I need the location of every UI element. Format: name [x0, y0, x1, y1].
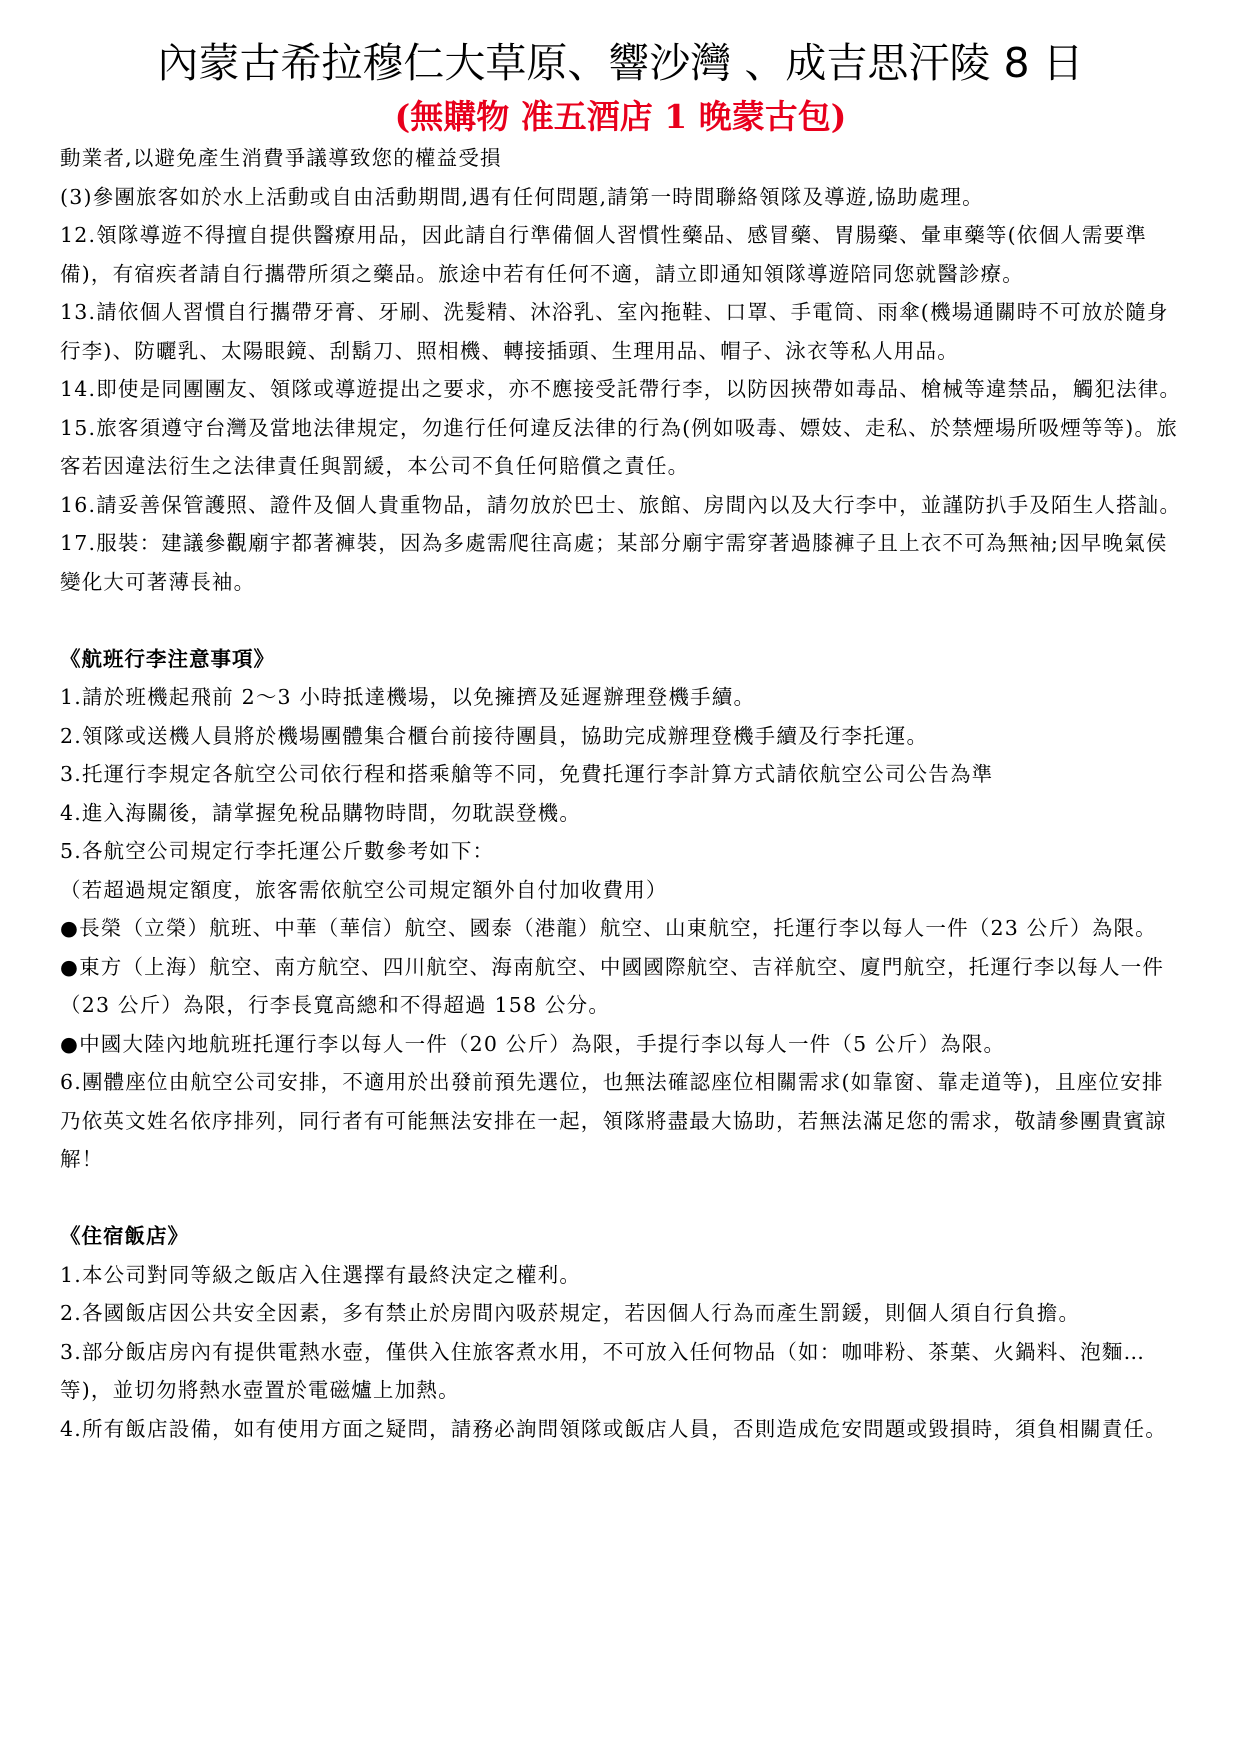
list-item: 1.本公司對同等級之飯店入住選擇有最終決定之權利。 [60, 1262, 582, 1287]
paragraph: 動業者,以避免產生消費爭議導致您的權益受損 [60, 146, 502, 170]
list-item: ●長榮（立榮）航班、中華（華信）航空、國泰（港龍）航空、山東航空，托運行李以每人一件（23 公斤）為限。 [60, 916, 1157, 940]
list-item: ●中國大陸內地航班托運行李以每人一件（20 公斤）為限，手提行李以每人一件（5 公斤）為限。 [60, 1031, 1006, 1056]
section-heading-flight: 《航班行李注意事項》 [60, 646, 275, 671]
paragraph: 17.服裝：建議參觀廟宇都著褲裝，因為多處需爬往高處；某部分廟宇需穿著過膝褲子且上衣不可為無袖;因早晚氣侯變化大可著薄長袖。 [60, 531, 1168, 594]
page-subtitle: (無購物 准五酒店 1 晚蒙古包) [394, 97, 847, 136]
list-item: 4.進入海關後，請掌握免稅品購物時間，勿耽誤登機。 [60, 800, 582, 825]
list-item: 1.請於班機起飛前 2～3 小時抵達機場，以免擁擠及延遲辦理登機手續。 [60, 685, 756, 709]
paragraph: 15.旅客須遵守台灣及當地法律規定，勿進行任何違反法律的行為(例如吸毒、嫖妓、走私、於禁煙場所吸煙等等)。旅客若因違法衍生之法律責任與罰緩，本公司不負任何賠償之責任。 [60, 415, 1178, 478]
page-title: 內蒙古希拉穆仁大草原、響沙灣 、成吉思汗陵 8 日 [157, 39, 1084, 87]
list-item: （若超過規定額度，旅客需依航空公司規定額外自付加收費用） [60, 877, 668, 902]
section-heading-hotel: 《住宿飯店》 [60, 1224, 189, 1248]
list-item: 3.部分飯店房內有提供電熱水壺，僅供入住旅客煮水用，不可放入任何物品（如：咖啡粉、茶葉、火鍋料、泡麵…等)，並切勿將熱水壺置於電磁爐上加熱。 [60, 1339, 1146, 1402]
list-item: 5.各航空公司規定行李托運公斤數參考如下： [60, 839, 495, 863]
list-item: ●東方（上海）航空、南方航空、四川航空、海南航空、中國國際航空、吉祥航空、廈門航空，托運行李以每人一件（23 公斤）為限，行李長寬高總和不得超過 158 公分。 [60, 954, 1165, 1017]
spacer [60, 1179, 1182, 1218]
list-item: 4.所有飯店設備，如有使用方面之疑問，請務必詢問領隊或飯店人員，否則造成危安問題或毀損時，須負相關責任。 [60, 1416, 1167, 1441]
paragraph: 12.領隊導遊不得擅自提供醫療用品，因此請自行準備個人習慣性藥品、感冒藥、胃腸藥、暈車藥等(依個人需要準備)，有宿疾者請自行攜帶所須之藥品。旅途中若有任何不適，請立即通知領隊導遊陪同您就醫診療。 [60, 223, 1147, 286]
paragraph: 14.即使是同團團友、領隊或導遊提出之要求，亦不應接受託帶行李，以防因挾帶如毒品、槍械等違禁品，觸犯法律。 [60, 377, 1182, 401]
list-item: 2.領隊或送機人員將於機場團體集合櫃台前接待團員，協助完成辦理登機手續及行李托運。 [60, 723, 929, 748]
document-body [60, 139, 1182, 1448]
list-item: 2.各國飯店因公共安全因素，多有禁止於房間內吸菸規定，若因個人行為而產生罰鍰，則個人須自行負擔。 [60, 1301, 1081, 1325]
list-item: 3.托運行李規定各航空公司依行程和搭乘艙等不同，免費托運行李計算方式請依航空公司公告為準 [60, 762, 994, 786]
paragraph: (3)參團旅客如於水上活動或自由活動期間,遇有任何問題,請第一時間聯絡領隊及導遊,協助處理。 [60, 184, 984, 209]
paragraph: 13.請依個人習慣自行攜帶牙膏、牙刷、洗髮精、沐浴乳、室內拖鞋、口罩、手電筒、雨傘(機場通關時不可放於隨身行李)、防曬乳、太陽眼鏡、刮鬍刀、照相機、轉接插頭、生理用品、帽子、泳衣等私人用品。 [60, 300, 1169, 363]
spacer [60, 601, 1182, 640]
list-item: 6.團體座位由航空公司安排，不適用於出發前預先選位，也無法確認座位相關需求(如靠窗、靠走道等)，且座位安排乃依英文姓名依序排列，同行者有可能無法安排在一起，領隊將盡最大協助，若無法滿足您的需求，敬請參團貴賓諒解！ [60, 1070, 1167, 1171]
paragraph: 16.請妥善保管護照、證件及個人貴重物品，請勿放於巴士、旅館、房間內以及大行李中，並謹防扒手及陌生人搭訕。 [60, 492, 1182, 517]
